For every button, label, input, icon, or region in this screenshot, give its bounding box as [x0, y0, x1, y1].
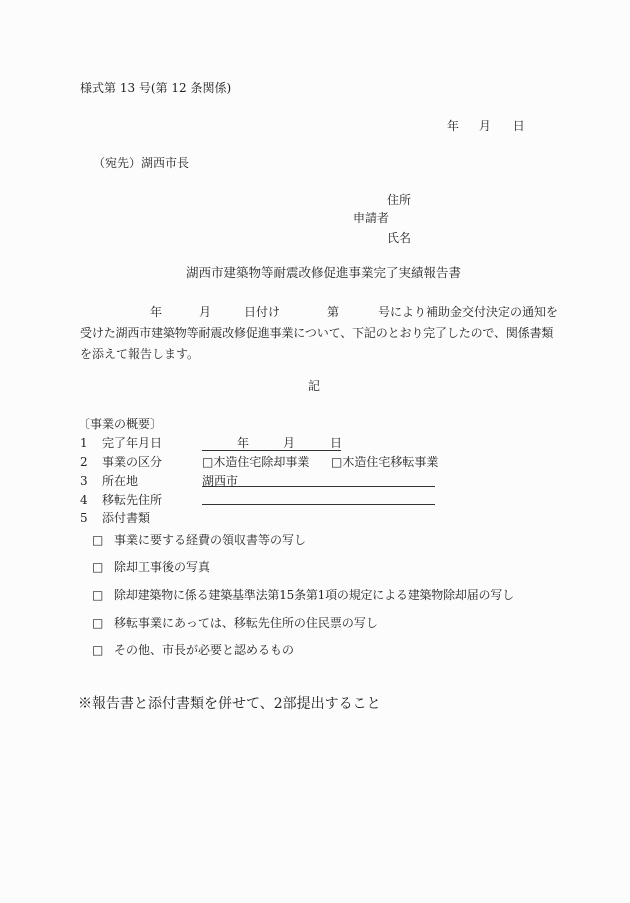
- applicant-label: 申請者: [353, 211, 390, 225]
- applicant-address-label: 住所: [387, 193, 412, 207]
- relocation-address-field[interactable]: [202, 490, 435, 504]
- location-underline: [202, 486, 435, 487]
- body-line-2: 受けた湖西市建築物等耐震改修促進事業について、下記のとおり完了したので、関係書類: [80, 326, 554, 340]
- checkbox-icon[interactable]: □: [92, 616, 104, 630]
- body-month: 月: [199, 305, 212, 319]
- completion-month-label: 月: [283, 436, 296, 450]
- item-number: 3: [80, 474, 88, 488]
- completion-year-label: 年: [237, 436, 250, 450]
- body-year: 年: [150, 305, 163, 319]
- completion-date-underline: [202, 450, 341, 451]
- item-label: 移転先住所: [102, 493, 163, 507]
- body-dated: 日付け: [244, 305, 281, 319]
- summary-item-location: [80, 473, 138, 489]
- date-month-label: 月: [478, 119, 491, 133]
- item-label: 事業の区分: [102, 455, 163, 469]
- body-no-prefix: 第: [327, 305, 340, 319]
- completion-date-field[interactable]: [202, 435, 342, 451]
- document-title: 湖西市建築物等耐震改修促進事業完了実績報告書: [186, 265, 462, 280]
- summary-item-completion-date: [80, 435, 162, 451]
- body-paragraph: [80, 302, 559, 365]
- report-date: [447, 118, 525, 134]
- location-field[interactable]: 湖西市: [202, 474, 239, 488]
- body-line-1: [80, 302, 559, 323]
- attachment-label: 除却建築物に係る建築基準法第15条第1項の規定による建築物除却届の写し: [114, 588, 514, 602]
- attachment-item-resident-card[interactable]: [92, 615, 378, 631]
- item-number: 5: [80, 511, 88, 525]
- addressee: （宛先）湖西市長: [93, 156, 190, 170]
- date-year-label: 年: [447, 119, 460, 133]
- item-number: 1: [80, 436, 88, 450]
- item-number: 2: [80, 455, 88, 469]
- checkbox-icon[interactable]: □: [92, 588, 104, 602]
- item-label: 所在地: [102, 474, 139, 488]
- attachment-item-photos[interactable]: [92, 559, 210, 575]
- applicant-name-label: 氏名: [387, 231, 412, 245]
- project-type-demolition-checkbox[interactable]: □木造住宅除却事業: [202, 455, 310, 469]
- checkbox-icon[interactable]: □: [92, 560, 104, 574]
- body-line-3: を添えて報告します。: [80, 347, 200, 361]
- form-number: 様式第 13 号(第 12 条関係): [80, 81, 232, 95]
- item-number: 4: [80, 493, 88, 507]
- summary-item-project-type: [80, 454, 162, 470]
- completion-day-label: 日: [330, 436, 343, 450]
- ki-heading: 記: [308, 379, 321, 393]
- summary-item-attachments: [80, 510, 150, 526]
- footnote: ※報告書と添付書類を併せて、2部提出すること: [78, 696, 381, 712]
- summary-heading: 〔事業の概要〕: [78, 417, 163, 431]
- attachment-label: 事業に要する経費の領収書等の写し: [114, 533, 307, 547]
- attachment-label: 移転事業にあっては、移転先住所の住民票の写し: [114, 616, 378, 630]
- attachment-item-receipts[interactable]: [92, 532, 306, 548]
- item-label: 添付書類: [102, 511, 151, 525]
- attachment-item-demolition-notice[interactable]: [92, 587, 514, 603]
- project-type-relocation-checkbox[interactable]: □木造住宅移転事業: [331, 455, 439, 469]
- checkbox-icon[interactable]: □: [92, 643, 104, 657]
- attachment-label: その他、市長が必要と認めるもの: [114, 643, 295, 657]
- date-day-label: 日: [512, 119, 525, 133]
- attachment-item-other[interactable]: [92, 642, 294, 658]
- attachment-label: 除却工事後の写真: [114, 560, 211, 574]
- item-label: 完了年月日: [102, 436, 163, 450]
- body-line-1-rest: 号により補助金交付決定の通知を: [378, 305, 559, 319]
- summary-item-relocation-address: [80, 492, 162, 508]
- relocation-address-underline: [202, 504, 435, 505]
- checkbox-icon[interactable]: □: [92, 533, 104, 547]
